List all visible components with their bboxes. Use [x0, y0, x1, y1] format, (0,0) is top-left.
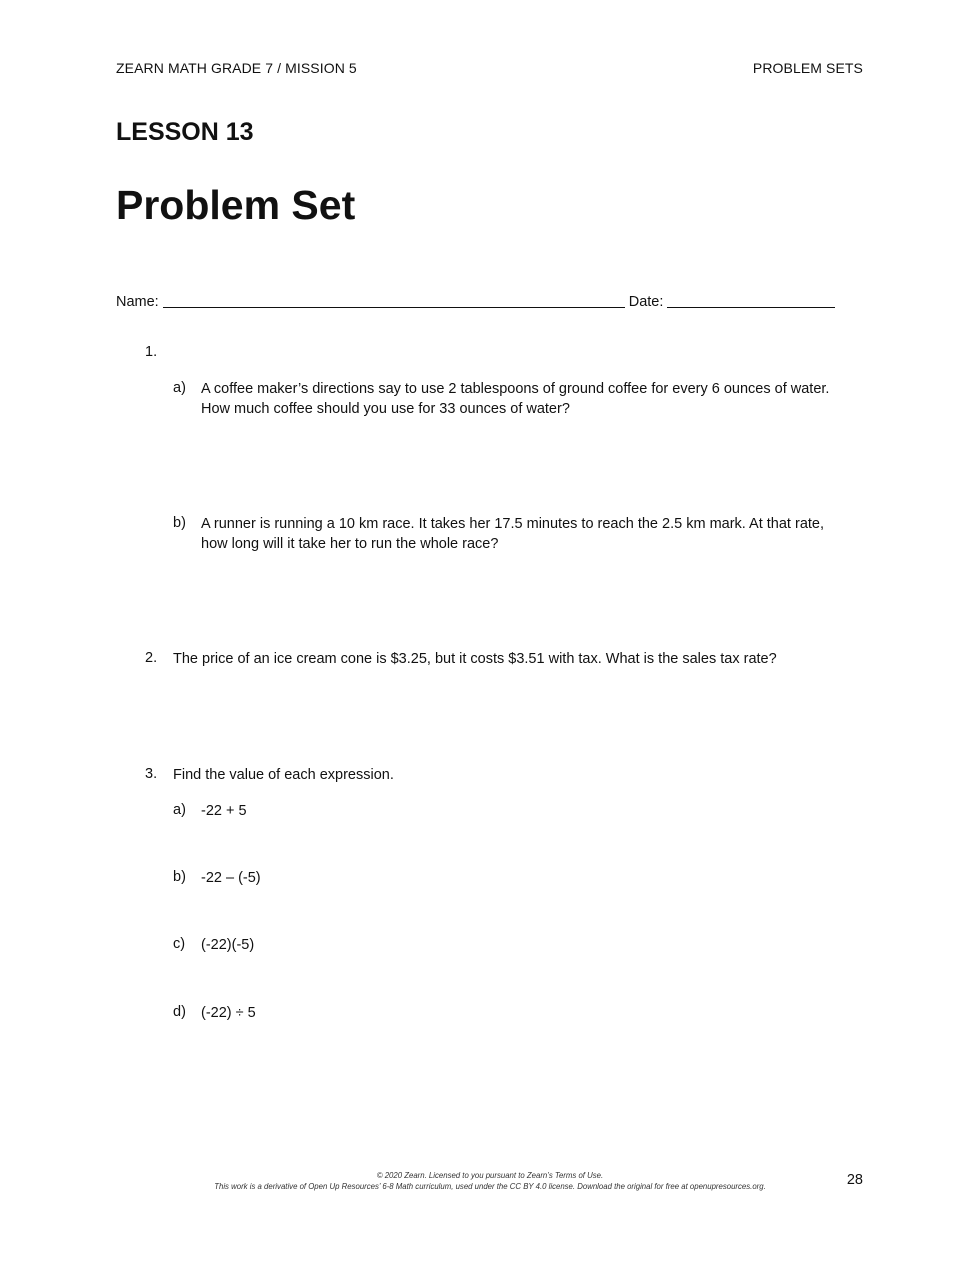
footer-copyright: © 2020 Zearn. Licensed to you pursuant to Zearn’s Terms of Use.: [376, 1171, 604, 1180]
question-1b-line2: how long will it take her to run the whole race?: [201, 536, 499, 552]
lesson-label: LESSON 13: [116, 118, 254, 146]
footer-license: [150, 1170, 830, 1192]
question-3d-expr: (-22) ÷ 5: [201, 1005, 256, 1021]
question-1b-line1: A runner is running a 10 km race. It takes her 17.5 minutes to reach the 2.5 km mark. At that rate,: [201, 516, 825, 532]
question-3-text: Find the value of each expression.: [173, 767, 394, 783]
name-field[interactable]: [163, 293, 625, 308]
header-course: ZEARN MATH GRADE 7 / MISSION 5: [116, 60, 357, 76]
question-3c-expr: (-22)(-5): [201, 937, 255, 953]
question-1b-label: b): [173, 515, 186, 531]
question-1a-label: a): [173, 380, 186, 396]
question-1a-line2: How much coffee should you use for 33 ounces of water?: [201, 401, 570, 417]
question-2-text: The price of an ice cream cone is $3.25, but it costs $3.51 with tax. What is the sales tax rate?: [173, 651, 777, 667]
question-1b-text: [201, 514, 851, 554]
question-3-number: 3.: [145, 766, 158, 782]
question-1a-text: [201, 379, 851, 419]
header-section: PROBLEM SETS: [752, 60, 863, 76]
page-title: Problem Set: [116, 182, 356, 228]
name-label: Name:: [116, 294, 159, 310]
question-3a-label: a): [173, 802, 186, 818]
footer-attribution: This work is a derivative of Open Up Resources’ 6-8 Math curriculum, used under the CC BY 4.0 license. Download the original for free at openupresources.org.: [214, 1182, 766, 1191]
question-1-number: 1.: [145, 344, 158, 360]
page-number: 28: [846, 1172, 863, 1188]
question-2-number: 2.: [145, 650, 158, 666]
question-3c-label: c): [173, 936, 186, 952]
date-label: Date:: [628, 294, 664, 310]
name-date-row: [116, 293, 835, 310]
date-field[interactable]: [667, 293, 835, 308]
question-1a-line1: A coffee maker’s directions say to use 2 tablespoons of ground coffee for every 6 ounces of water.: [201, 381, 830, 397]
question-3d-label: d): [173, 1004, 186, 1020]
question-3b-label: b): [173, 869, 186, 885]
question-3a-expr: -22 + 5: [201, 803, 247, 819]
question-3b-expr: -22 – (-5): [201, 870, 261, 886]
